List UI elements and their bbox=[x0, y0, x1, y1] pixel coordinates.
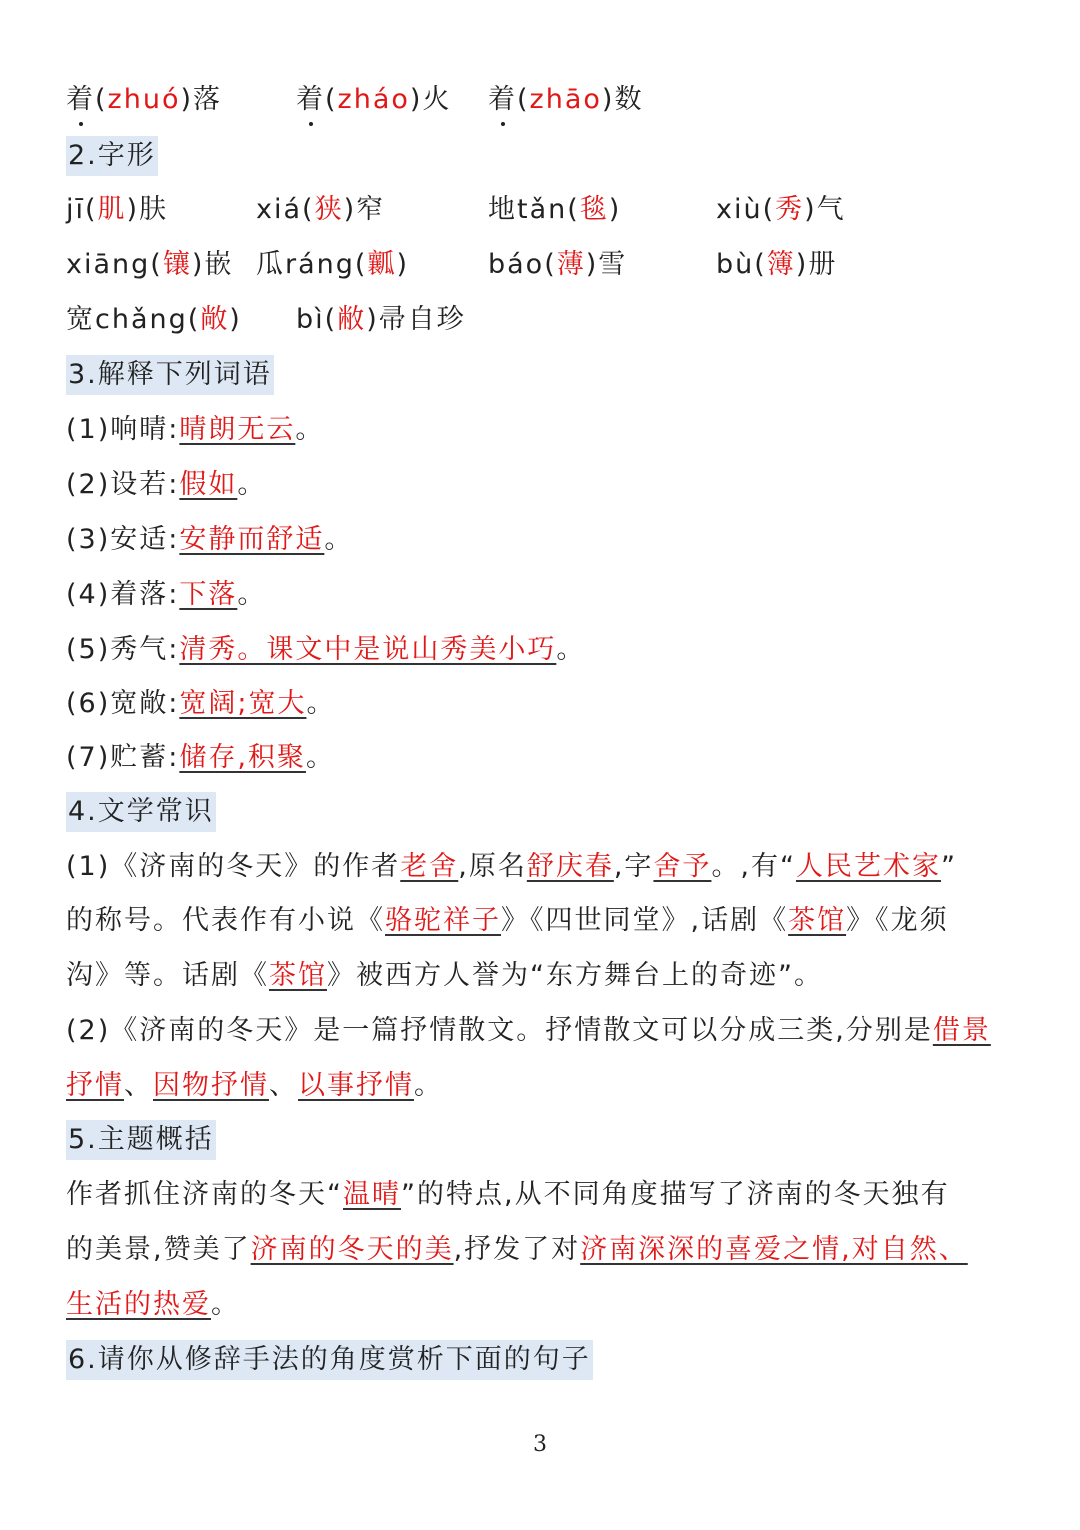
definition-answer: 下落 bbox=[179, 579, 238, 610]
glyph-item: xiāng(镶)嵌 bbox=[66, 249, 234, 280]
pronunciation-item: 着(zháo)火 bbox=[296, 80, 451, 120]
glyph-answer: 秀 bbox=[775, 194, 805, 225]
glyph-answer: 敝 bbox=[337, 304, 367, 335]
section-heading: 5.主题概括 bbox=[66, 1120, 1014, 1160]
glyph-answer: 薄 bbox=[556, 249, 586, 280]
glyph-answer: 肌 bbox=[97, 194, 127, 225]
pronunciation-item: 着(zhuó)落 bbox=[66, 80, 222, 120]
definition-item: (2)设若:假如。 bbox=[66, 469, 267, 500]
definition-answer: 假如 bbox=[179, 469, 238, 500]
pinyin-answer: zhuó bbox=[107, 84, 181, 115]
definition-answer: 宽阔;宽大 bbox=[179, 688, 307, 719]
definition-answer: 储存,积聚 bbox=[179, 742, 306, 773]
dotted-char: 着 bbox=[488, 80, 517, 120]
glyph-item: 瓜ráng(瓤) bbox=[256, 249, 409, 280]
glyph-item: xiù(秀)气 bbox=[716, 194, 846, 225]
paragraph-line: 沟》等。话剧《茶馆》被西方人誉为“东方舞台上的奇迹”。 bbox=[66, 960, 823, 991]
dotted-char: 着 bbox=[296, 80, 325, 120]
glyph-answer: 瓤 bbox=[367, 249, 397, 280]
glyph-answer: 镶 bbox=[162, 249, 192, 280]
page-number: 3 bbox=[533, 1432, 547, 1457]
definition-answer: 晴朗无云 bbox=[179, 414, 296, 445]
section-heading: 4.文学常识 bbox=[66, 792, 1014, 832]
definition-item: (3)安适:安静而舒适。 bbox=[66, 524, 354, 555]
definition-item: (1)响晴:晴朗无云。 bbox=[66, 414, 325, 445]
glyph-item: 地tǎn(毯) bbox=[488, 194, 622, 225]
paragraph-line: 作者抓住济南的冬天“温晴”的特点,从不同角度描写了济南的冬天独有 bbox=[66, 1179, 950, 1210]
definition-answer: 清秀。课文中是说山秀美小巧 bbox=[179, 634, 557, 665]
definition-item: (4)着落:下落。 bbox=[66, 579, 267, 610]
definition-answer: 安静而舒适 bbox=[179, 524, 325, 555]
definition-item: (6)宽敞:宽阔;宽大。 bbox=[66, 688, 336, 719]
paragraph-line: (2)《济南的冬天》是一篇抒情散文。抒情散文可以分成三类,分别是借景 bbox=[66, 1015, 991, 1046]
section-heading: 2.字形 bbox=[66, 136, 1014, 176]
paragraph-line: 抒情、因物抒情、以事抒情。 bbox=[66, 1070, 443, 1101]
glyph-answer: 敞 bbox=[200, 304, 230, 335]
paragraph-line: 的称号。代表作有小说《骆驼祥子》《四世同堂》,话剧《茶馆》《龙须 bbox=[66, 905, 949, 936]
definition-item: (5)秀气:清秀。课文中是说山秀美小巧。 bbox=[66, 634, 586, 665]
glyph-item: xiá(狭)窄 bbox=[256, 194, 386, 225]
glyph-item: jī(肌)肤 bbox=[66, 194, 169, 225]
pinyin-answer: zháo bbox=[337, 84, 410, 115]
glyph-answer: 毯 bbox=[579, 194, 609, 225]
glyph-answer: 狭 bbox=[314, 194, 344, 225]
glyph-item: 宽chǎng(敞) bbox=[66, 304, 242, 335]
definition-item: (7)贮蓄:储存,积聚。 bbox=[66, 742, 335, 773]
paragraph-line: (1)《济南的冬天》的作者老舍,原名舒庆春,字舍予。,有“人民艺术家” bbox=[66, 851, 958, 882]
paragraph-line: 的美景,赞美了济南的冬天的美,抒发了对济南深深的喜爱之情,对自然、 bbox=[66, 1234, 968, 1265]
glyph-item: bù(簿)册 bbox=[716, 249, 838, 280]
dotted-char: 着 bbox=[66, 80, 95, 120]
section-heading: 6.请你从修辞手法的角度赏析下面的句子 bbox=[66, 1340, 1014, 1380]
pinyin-answer: zhāo bbox=[529, 84, 602, 115]
glyph-item: bì(敝)帚自珍 bbox=[296, 304, 466, 335]
paragraph-line: 生活的热爱。 bbox=[66, 1289, 240, 1320]
pronunciation-item: 着(zhāo)数 bbox=[488, 80, 643, 120]
glyph-answer: 簿 bbox=[766, 249, 796, 280]
section-heading: 3.解释下列词语 bbox=[66, 355, 1014, 395]
glyph-item: báo(薄)雪 bbox=[488, 249, 628, 280]
